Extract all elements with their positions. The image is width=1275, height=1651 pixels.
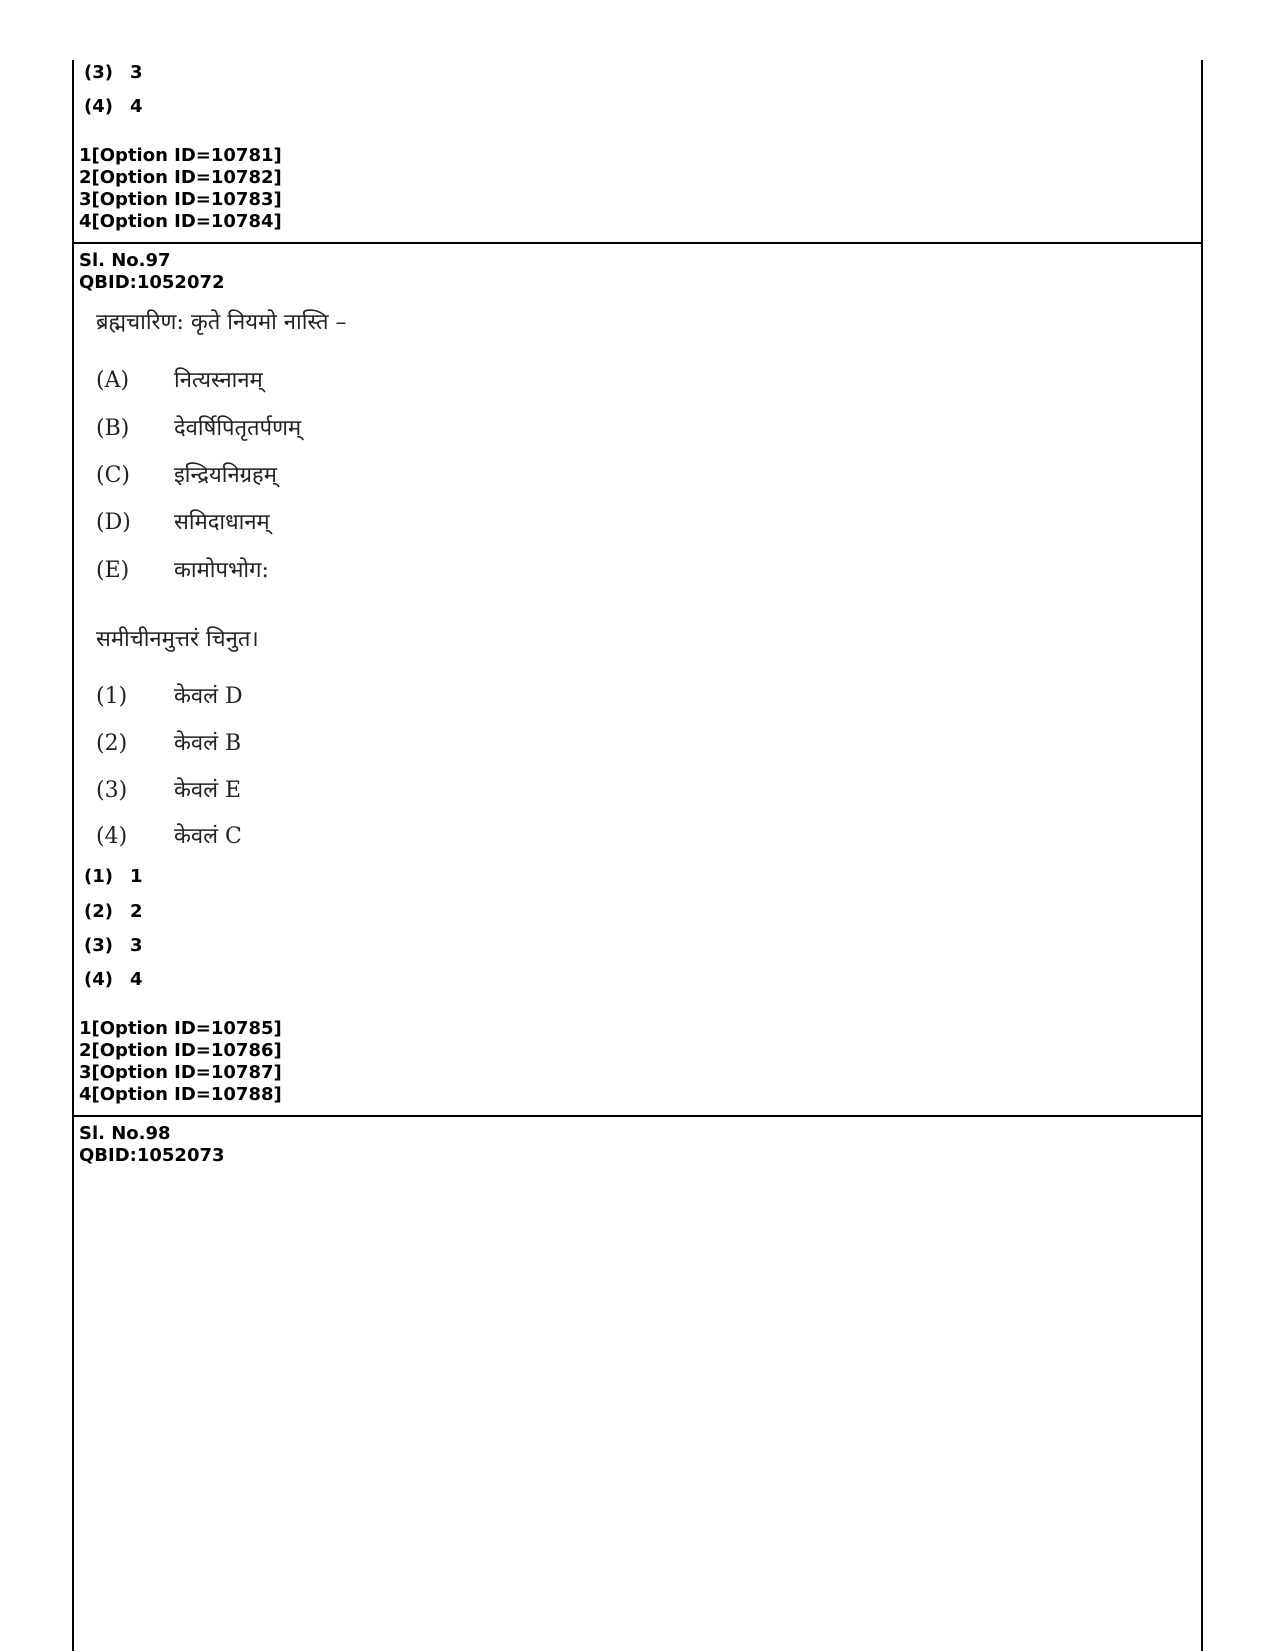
- statement-item: (E) कामोपभोग:: [96, 558, 269, 583]
- option-id-line: 2[Option ID=10786]: [79, 1040, 282, 1061]
- option-id-line: 4[Option ID=10784]: [79, 211, 282, 232]
- option-id-line: 1[Option ID=10781]: [79, 145, 282, 166]
- option-id-line: 3[Option ID=10787]: [79, 1062, 282, 1083]
- question-paper-frame: [72, 60, 1203, 1651]
- answer-option: (2) 2: [84, 901, 143, 922]
- answer-option: (3) 3: [84, 935, 143, 956]
- question-divider: [74, 1115, 1201, 1117]
- answer-choice: (2) केवलं B: [96, 731, 242, 756]
- qbid: QBID:1052073: [79, 1145, 225, 1166]
- answer-choice: (3) केवलं E: [96, 778, 242, 803]
- question-divider: [74, 242, 1201, 244]
- statement-item: (B) देवर्षिपितृतर्पणम्: [96, 416, 302, 441]
- answer-choice: (4) केवलं C: [96, 824, 242, 849]
- serial-number: Sl. No.98: [79, 1123, 171, 1144]
- option-id-line: 3[Option ID=10783]: [79, 189, 282, 210]
- answer-option: (3) 3: [84, 62, 143, 83]
- answer-choice: (1) केवलं D: [96, 684, 243, 709]
- qbid: QBID:1052072: [79, 272, 225, 293]
- question-stem: ब्रह्मचारिण: कृते नियमो नास्ति –: [96, 310, 347, 335]
- question-instruction: समीचीनमुत्तरं चिनुत।: [96, 627, 259, 652]
- statement-item: (A) नित्यस्नानम्: [96, 368, 263, 393]
- statement-item: (C) इन्द्रियनिग्रहम्: [96, 463, 277, 488]
- option-id-line: 2[Option ID=10782]: [79, 167, 282, 188]
- answer-option: (4) 4: [84, 969, 143, 990]
- answer-option: (1) 1: [84, 866, 143, 887]
- option-id-line: 4[Option ID=10788]: [79, 1084, 282, 1105]
- answer-option: (4) 4: [84, 96, 143, 117]
- option-id-line: 1[Option ID=10785]: [79, 1018, 282, 1039]
- serial-number: Sl. No.97: [79, 250, 171, 271]
- statement-item: (D) समिदाधानम्: [96, 510, 270, 535]
